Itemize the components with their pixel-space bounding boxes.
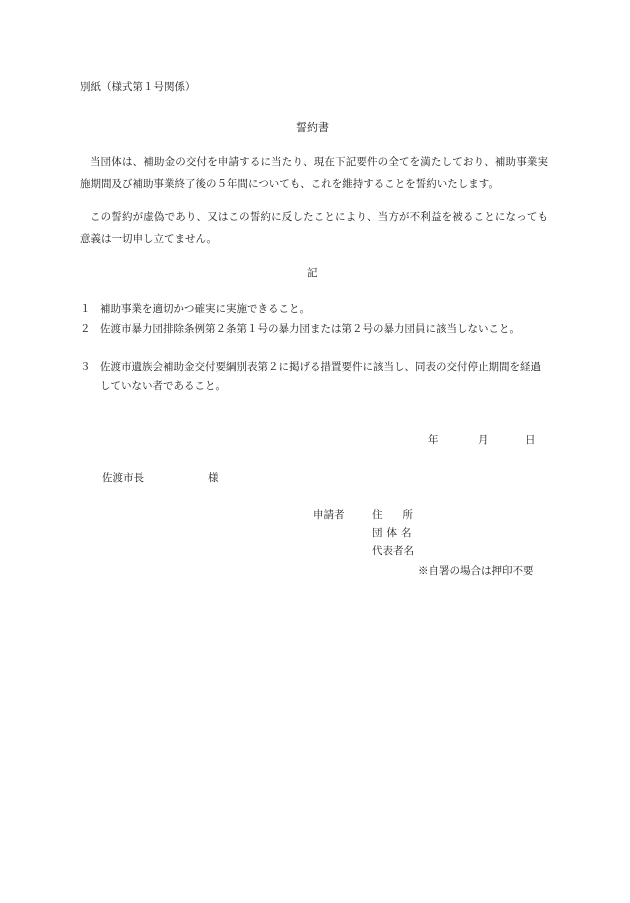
date-month-label: 月 [478,434,489,446]
addressee: 佐渡市長 [102,472,144,484]
address-label: 住所 [372,509,433,521]
organization-name-label: 団体名 [372,527,416,539]
seal-note: ※自署の場合は押印不要 [418,565,534,577]
requirement-item-1 [80,300,550,319]
pledge-paragraph-2: この誓約が虚偽であり、又はこの誓約に反したことにより、当方が不利益を被ることになっても意義は一切申し立てません。 [80,211,548,245]
date-day-label: 日 [525,434,536,446]
representative-name-label: 代表者名 [372,545,414,557]
requirement-number: ２ [80,323,91,335]
date-year-label: 年 [428,434,439,446]
attachment-label: 別紙（様式第１号関係） [80,81,196,93]
requirement-number: ３ [80,361,91,373]
requirement-item-2 [80,320,550,339]
requirement-text: 佐渡市暴力団排除条例第２条第１号の暴力団または第２号の暴力団員に該当しないこと。 [100,323,520,335]
document-title: 誓約書 [296,121,329,134]
requirement-item-3 [80,358,550,396]
ki-heading: 記 [307,267,318,279]
requirement-text: 補助事業を適切かつ確実に実施できること。 [100,303,310,315]
applicant-label: 申請者 [313,509,345,521]
requirement-text: 佐渡市遺族会補助金交付要綱別表第２に掲げる措置要件に該当し、同表の交付停止期間を経過していない者であること。 [100,361,541,392]
honorific: 様 [208,472,219,484]
requirement-number: １ [80,303,91,315]
pledge-paragraph-1: 当団体は、補助金の交付を申請するに当たり、現在下記要件の全てを満たしており、補助事業実施期間及び補助事業終了後の５年間についても、これを維持することを誓約いたします。 [80,156,548,190]
